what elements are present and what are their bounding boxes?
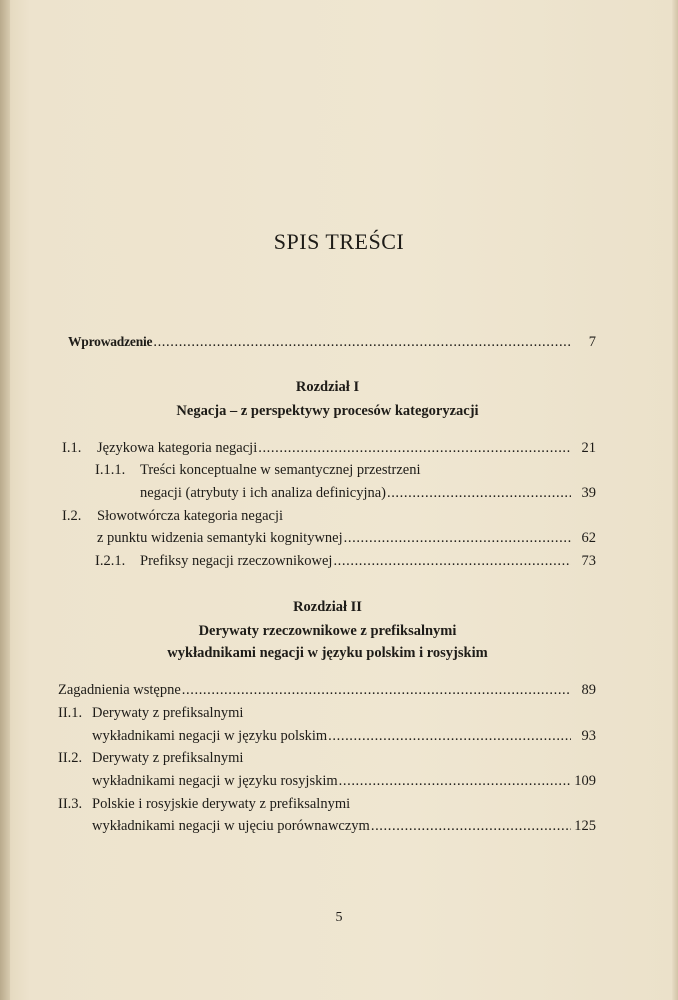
toc-entry xyxy=(92,727,596,745)
page-folio: 5 xyxy=(335,910,343,925)
page-title: SPIS TREŚCI xyxy=(273,229,405,254)
leader-dots xyxy=(328,727,571,745)
leader-dots xyxy=(182,681,571,699)
toc-entry xyxy=(92,772,596,790)
toc-page-number: 93 xyxy=(581,728,596,744)
toc-section-number: I.1.1. xyxy=(95,462,126,478)
leader-dots xyxy=(344,529,571,547)
toc-section-number: I.1. xyxy=(62,440,82,456)
toc-entry-label: wykładnikami negacji w języku rosyjskim xyxy=(92,773,338,789)
leader-dots xyxy=(387,484,571,502)
toc-entry-label: Treści konceptualne w semantycznej przestrzeni xyxy=(140,462,421,478)
toc-entry-label: Derywaty z prefiksalnymi xyxy=(92,705,244,721)
leader-dots xyxy=(153,333,571,351)
toc-entry xyxy=(58,681,596,699)
toc-entry-intro xyxy=(68,333,596,351)
toc-page-number: 73 xyxy=(581,553,596,569)
chapter-heading: Rozdział II xyxy=(293,599,362,615)
toc-entry-label: Wprowadzenie xyxy=(68,334,153,349)
book-spine-shadow xyxy=(0,0,10,1000)
toc-page-number: 7 xyxy=(588,334,596,350)
toc-entry xyxy=(97,529,596,547)
toc-section-number: I.2. xyxy=(62,508,82,524)
toc-section-number: I.2.1. xyxy=(95,553,126,569)
toc-entry-label: Prefiksy negacji rzeczownikowej xyxy=(140,553,333,569)
toc-entry-label: Polskie i rosyjskie derywaty z prefiksalnymi xyxy=(92,796,351,812)
leader-dots xyxy=(371,817,571,835)
toc-entry-label: Zagadnienia wstępne xyxy=(58,682,181,698)
toc-entry-label: Językowa kategoria negacji xyxy=(97,440,258,456)
toc-entry-label: wykładnikami negacji w języku polskim xyxy=(92,728,328,744)
toc-entry-label: Słowotwórcza kategoria negacji xyxy=(97,508,284,524)
toc-entry-label: wykładnikami negacji w ujęciu porównawczym xyxy=(92,818,370,834)
page-edge xyxy=(672,0,678,1000)
toc-page-number: 21 xyxy=(581,440,596,456)
toc-entry xyxy=(97,439,596,457)
toc-section-number: II.2. xyxy=(58,750,83,766)
toc-entry xyxy=(140,484,596,502)
toc-page-number: 89 xyxy=(581,682,596,698)
toc-section-number: II.1. xyxy=(58,705,83,721)
toc-entry-label: negacji (atrybuty i ich analiza definicyjna) xyxy=(140,485,386,501)
toc-page-number: 62 xyxy=(581,530,596,546)
leader-dots xyxy=(333,552,571,570)
toc-page-number: 39 xyxy=(581,485,596,501)
leader-dots xyxy=(339,772,571,790)
toc-entry-label: Derywaty z prefiksalnymi xyxy=(92,750,244,766)
chapter-subtitle: wykładnikami negacji w języku polskim i rosyjskim xyxy=(167,645,488,661)
leader-dots xyxy=(258,439,571,457)
chapter-subtitle: Negacja – z perspektywy procesów kategoryzacji xyxy=(176,403,479,419)
toc-page-number: 109 xyxy=(574,773,596,789)
toc-entry xyxy=(92,817,596,835)
toc-entry-label: z punktu widzenia semantyki kognitywnej xyxy=(97,530,343,546)
toc-page-number: 125 xyxy=(574,818,596,834)
toc-section-number: II.3. xyxy=(58,796,83,812)
chapter-heading: Rozdział I xyxy=(295,379,360,395)
toc-entry xyxy=(140,552,596,570)
chapter-subtitle: Derywaty rzeczownikowe z prefiksalnymi xyxy=(198,623,457,639)
